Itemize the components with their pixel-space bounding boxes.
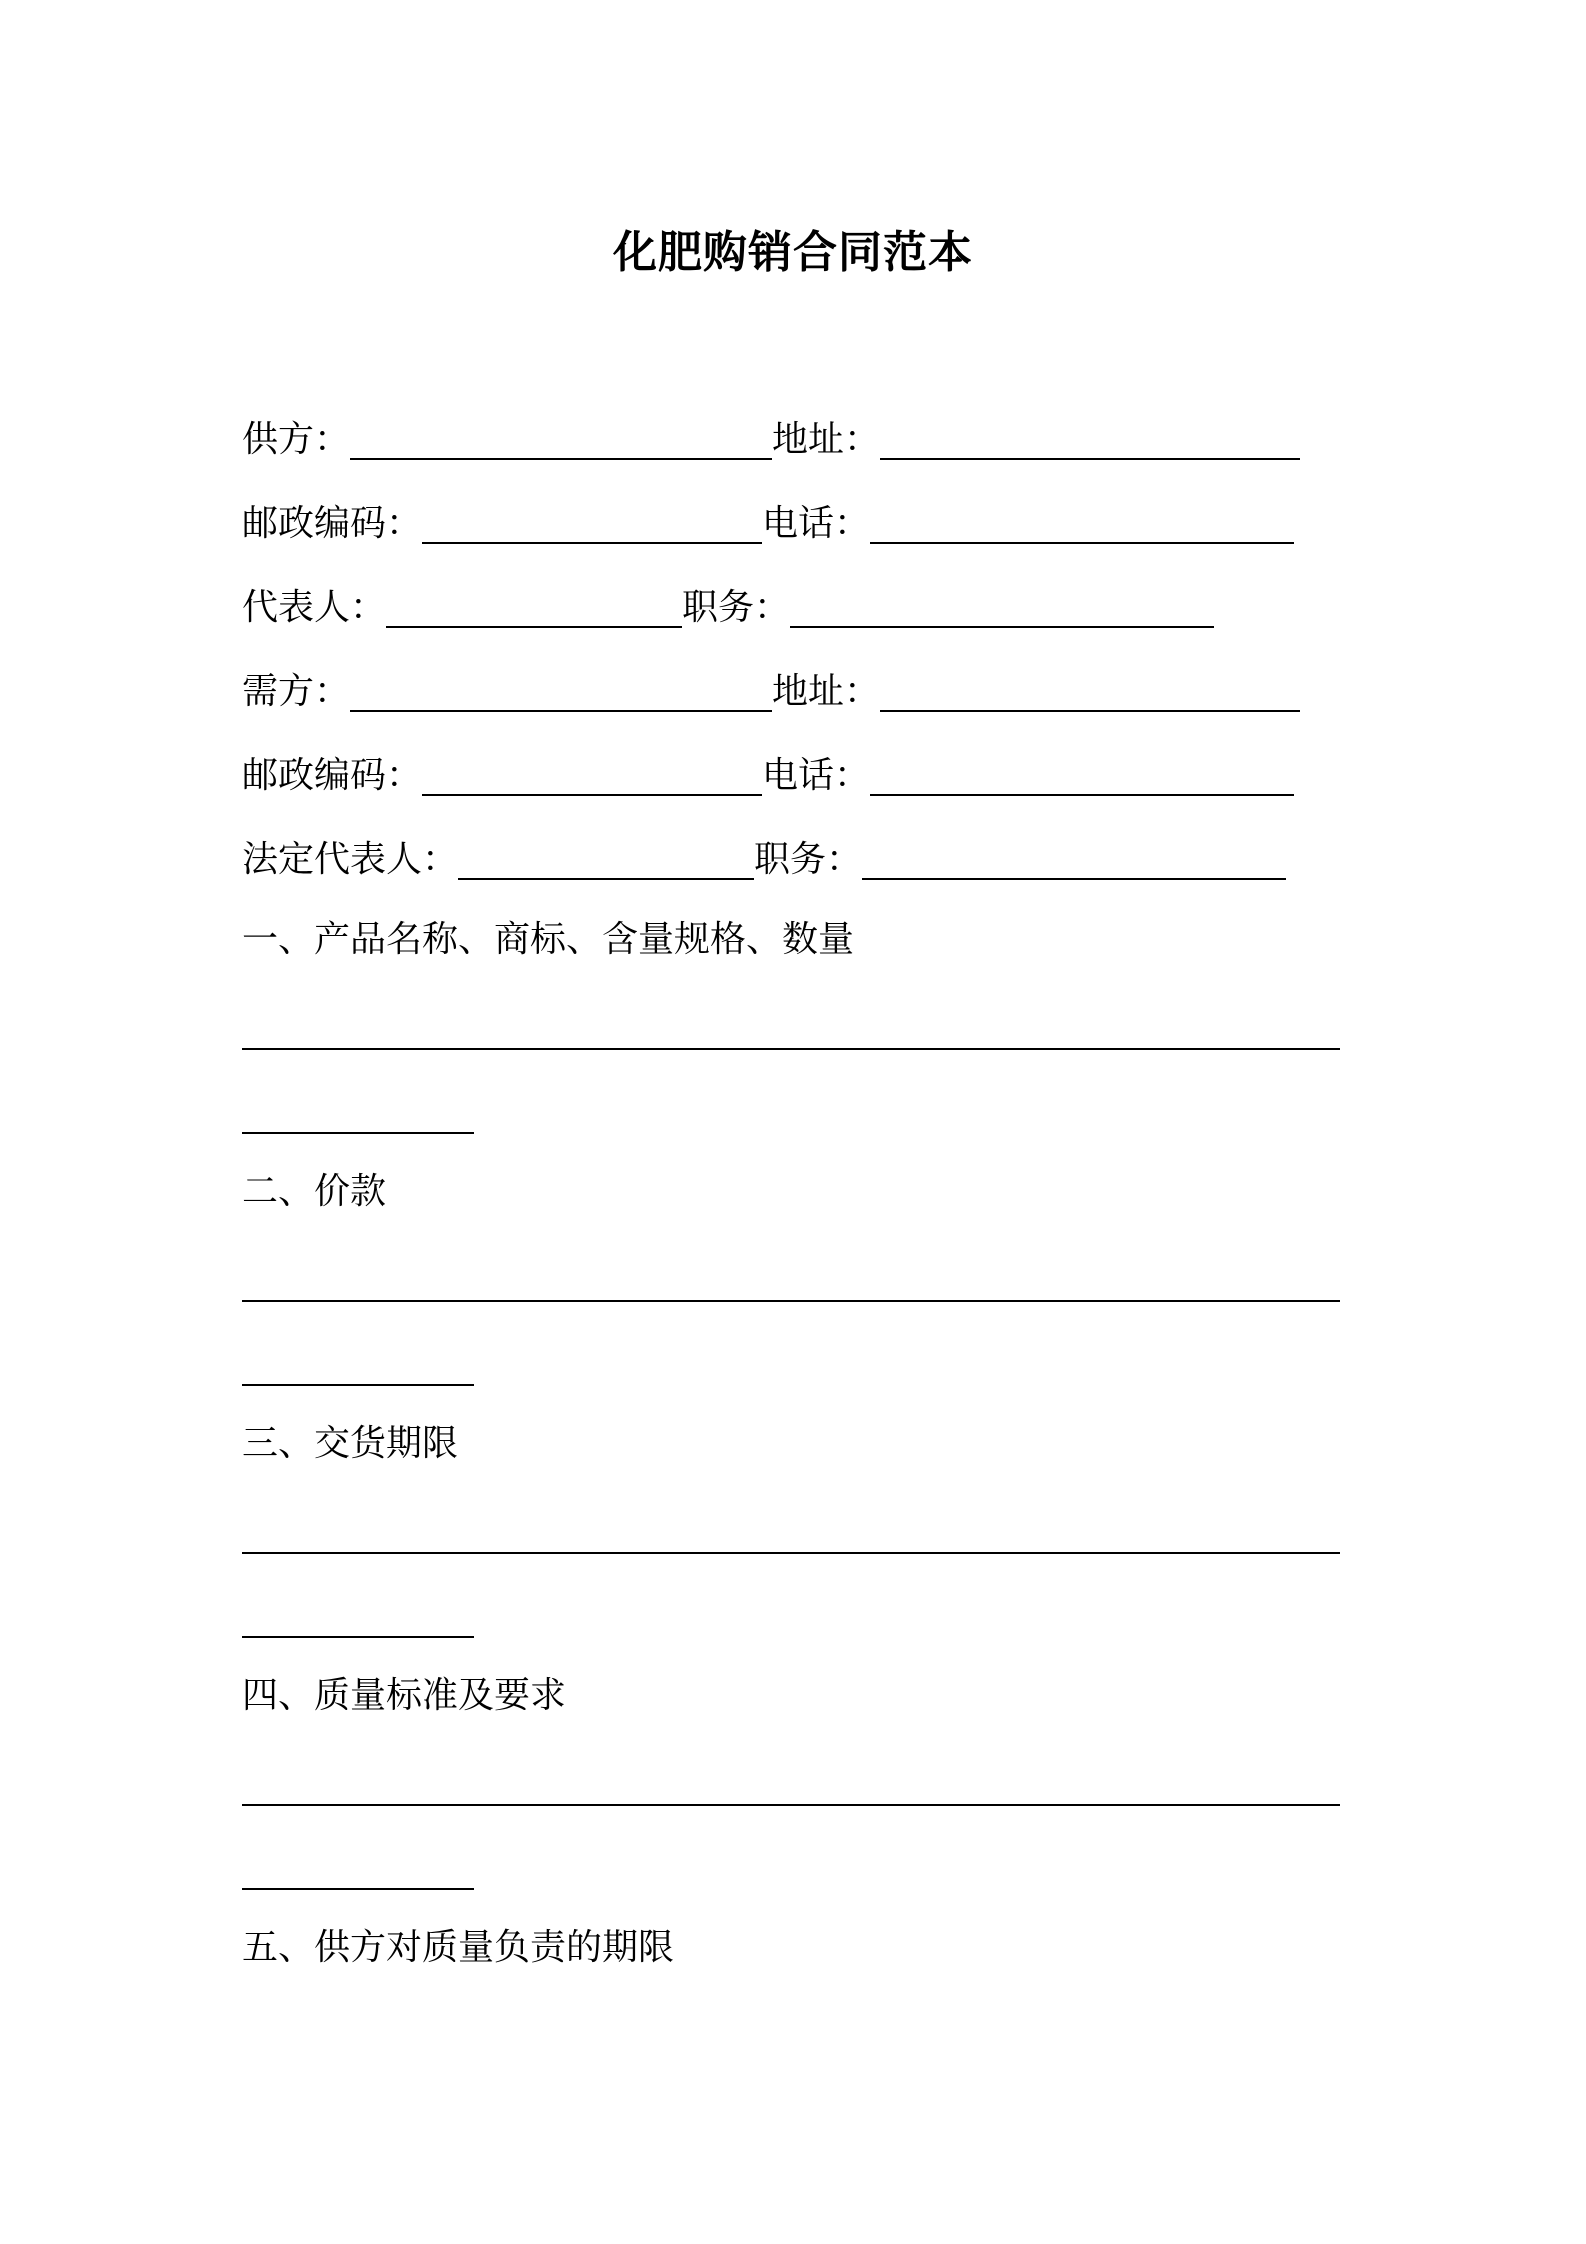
page-title: 化肥购销合同范本: [613, 227, 973, 278]
supplier-name-label: 供方：: [242, 419, 351, 460]
buyer-position-field[interactable]: [862, 838, 1286, 880]
buyer-rep-field[interactable]: [458, 838, 754, 880]
supplier-postal-label: 邮政编码：: [242, 503, 423, 544]
supplier-name-row: [242, 418, 1300, 462]
supplier-rep-field[interactable]: [386, 586, 682, 628]
supplier-phone-field[interactable]: [870, 502, 1294, 544]
supplier-postal-row: [242, 502, 1294, 546]
buyer-postal-row: [242, 754, 1294, 798]
buyer-phone-label: 电话：: [762, 755, 871, 796]
section-heading-5: 五、供方对质量负责的期限: [242, 1927, 675, 1968]
buyer-postal-label: 邮政编码：: [242, 755, 423, 796]
supplier-rep-label: 代表人：: [242, 587, 387, 628]
section-heading-3: 三、交货期限: [242, 1423, 459, 1464]
section-1-fill-line[interactable]: [242, 1048, 1340, 1050]
buyer-position-label: 职务：: [754, 839, 863, 880]
section-2-fill-line[interactable]: [242, 1300, 1340, 1302]
supplier-address-label: 地址：: [772, 419, 881, 460]
buyer-address-label: 地址：: [772, 671, 881, 712]
buyer-name-label: 需方：: [242, 671, 351, 712]
buyer-phone-field[interactable]: [870, 754, 1294, 796]
section-4-fill-line[interactable]: [242, 1804, 1340, 1806]
supplier-position-label: 职务：: [682, 587, 791, 628]
supplier-postal-field[interactable]: [422, 502, 762, 544]
supplier-rep-row: [242, 586, 1214, 630]
buyer-postal-field[interactable]: [422, 754, 762, 796]
section-2-fill-line-end[interactable]: [242, 1384, 474, 1386]
section-3-fill-line-end[interactable]: [242, 1636, 474, 1638]
buyer-address-field[interactable]: [880, 670, 1300, 712]
section-3-fill-line[interactable]: [242, 1552, 1340, 1554]
section-heading-2: 二、价款: [242, 1171, 387, 1212]
supplier-phone-label: 电话：: [762, 503, 871, 544]
section-4-fill-line-end[interactable]: [242, 1888, 474, 1890]
buyer-name-field[interactable]: [350, 670, 772, 712]
supplier-address-field[interactable]: [880, 418, 1300, 460]
buyer-name-row: [242, 670, 1300, 714]
supplier-name-field[interactable]: [350, 418, 772, 460]
buyer-rep-row: [242, 838, 1286, 882]
section-heading-4: 四、质量标准及要求: [242, 1675, 567, 1716]
buyer-rep-label: 法定代表人：: [242, 839, 459, 880]
section-heading-1: 一、产品名称、商标、含量规格、数量: [242, 919, 855, 960]
supplier-position-field[interactable]: [790, 586, 1214, 628]
section-1-fill-line-end[interactable]: [242, 1132, 474, 1134]
